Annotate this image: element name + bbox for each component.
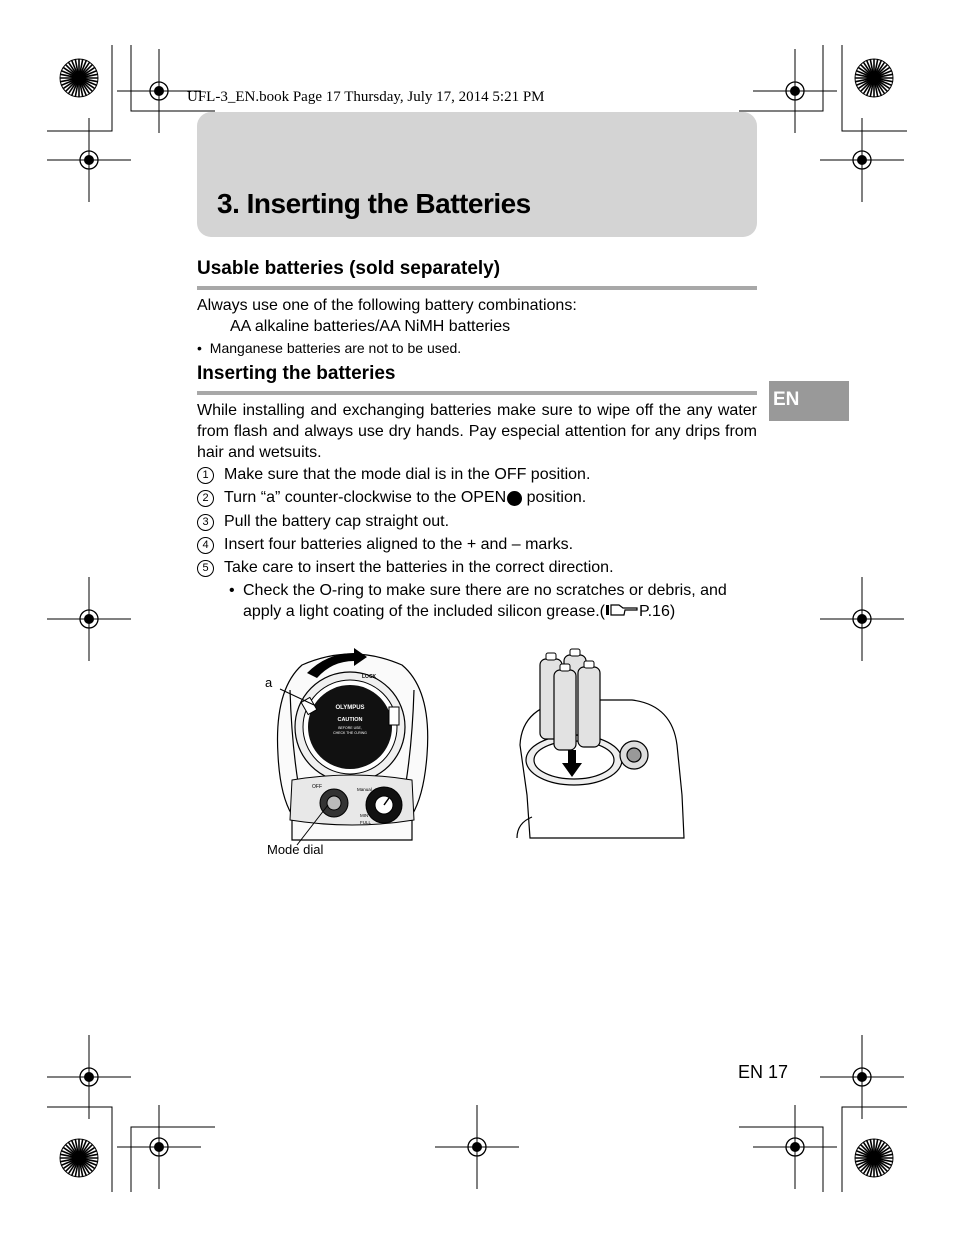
step-text: Make sure that the mode dial is in the OFF position. [224,466,591,483]
note-text: Manganese batteries are not to be used. [209,340,462,356]
language-tab [769,381,849,421]
min-label: MIN [360,813,369,818]
section-heading-usable-batteries: Usable batteries (sold separately) [197,258,501,279]
step-number: 5 [197,560,214,577]
o-ring-text [243,580,759,622]
manual-label: Manual [357,787,372,792]
step-number: 2 [197,490,214,507]
step-2 [197,489,586,507]
battery-note [197,340,461,356]
step-number: 1 [197,467,214,484]
step-text: Pull the battery cap straight out. [224,513,450,530]
bullet: • [197,340,202,356]
section-rule [197,391,757,395]
o-ring-note [229,580,759,622]
battery-intro: Always use one of the following battery combinations: [197,297,577,314]
instruction-paragraph: While installing and exchanging batteries make sure to wipe off the any water from flash and always use dry hands. Pay especial attention for any drips from hair and wetsuits. [197,402,757,461]
step-1 [197,466,590,484]
battery-combination: AA alkaline batteries/AA NiMH batteries [230,318,511,335]
o-ring-text-main: Check the O-ring to make sure there are no scratches or debris, and apply a light coating of the included silicon grease.( [243,582,727,620]
step-5 [197,559,614,577]
page-title: 3. Inserting the Batteries [217,188,531,219]
label-a: a [265,675,273,690]
step-number: 4 [197,537,214,554]
step-number: 3 [197,514,214,531]
section-rule [197,286,757,290]
caution-text-2: CHECK THE O-RING [333,731,367,735]
language-tab-label: EN [773,389,800,410]
step-text: Take care to insert the batteries in the correct direction. [224,559,614,576]
section-heading-inserting: Inserting the batteries [197,363,396,384]
brand-label: OLYMPUS [335,705,365,711]
step-text: Insert four batteries aligned to the + and – marks. [224,536,574,553]
page-reference: P.16) [639,603,676,620]
book-header: UFL-3_EN.book Page 17 Thursday, July 17, 2014 5:21 PM [187,89,545,105]
label-mode-dial: Mode dial [267,842,324,857]
page-number: EN 17 [738,1062,789,1082]
reference-hand-icon [605,603,639,617]
step-4 [197,536,573,554]
flash-front-illustration [262,645,442,860]
caution-label: CAUTION [337,717,363,723]
step-3 [197,513,449,531]
step-text: Turn “a” counter-clockwise to the OPEN [224,489,507,506]
open-dot-icon [507,491,522,506]
caution-text-1: BEFORE USE, [338,726,362,730]
full-label: FULL [360,820,372,825]
bullet: • [229,582,235,599]
battery-insertion-illustration [512,645,687,840]
step-text-after: position. [522,489,587,506]
lock-label: LOCK [362,674,377,680]
off-label: OFF [312,784,322,790]
